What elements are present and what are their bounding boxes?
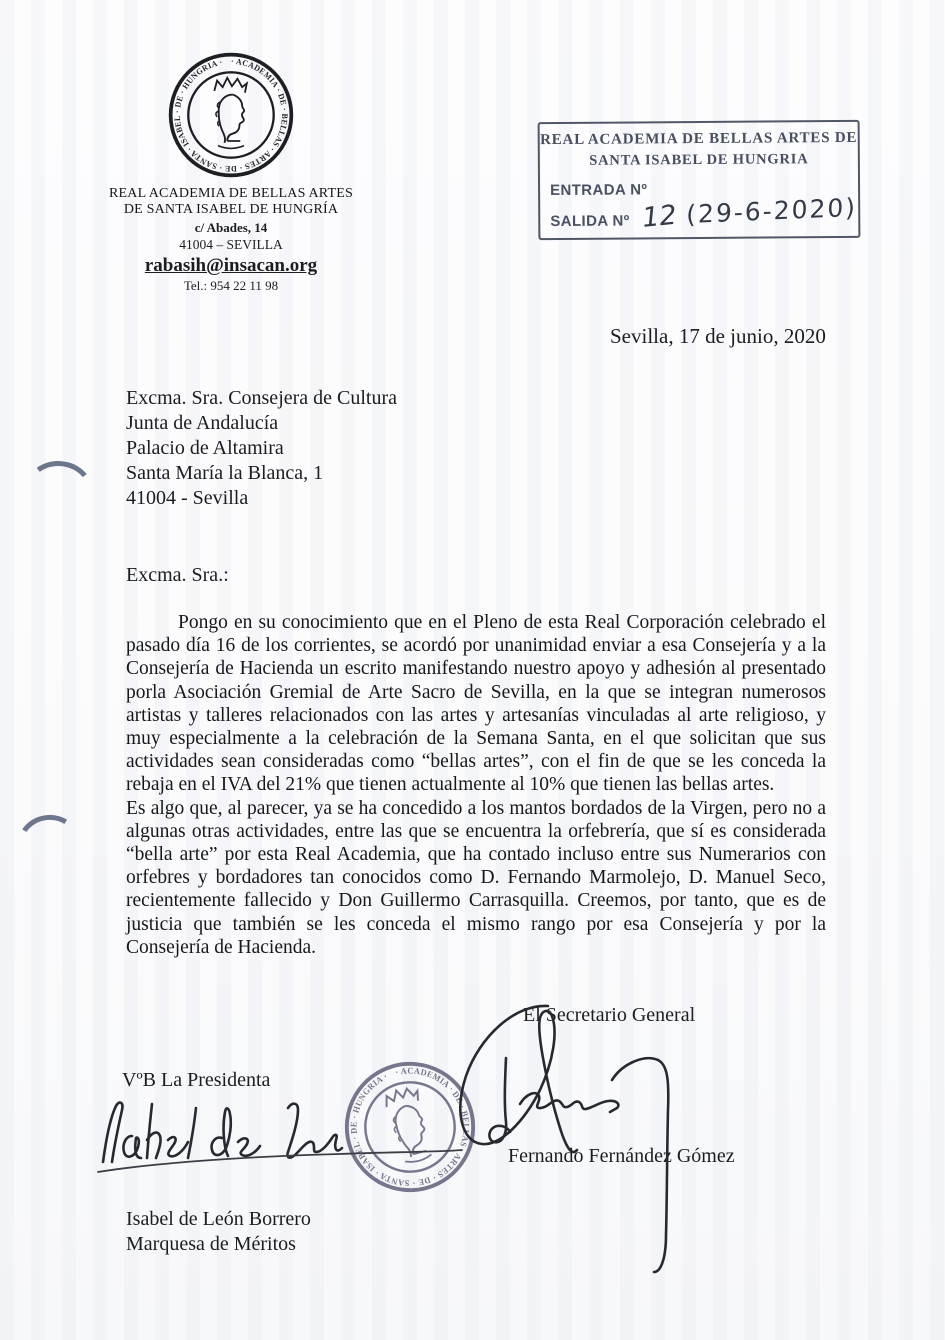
president-signature-stroke xyxy=(103,1103,122,1162)
letterhead xyxy=(95,50,367,294)
recipient-line: Santa María la Blanca, 1 xyxy=(126,462,324,484)
recipient-line: Excma. Sra. Consejera de Cultura xyxy=(126,387,398,409)
letterhead-city: 41004 – SEVILLA xyxy=(179,237,283,252)
stamp-org-line1: REAL ACADEMIA DE BELLAS ARTES DE xyxy=(540,129,858,149)
recipient-block xyxy=(126,386,397,511)
body-paragraph-1: Pongo en su conocimiento que en el Pleno de esta Real Corporación celebrado el pasado día 16 de los corrientes, se acordó por unanimidad enviar a esa Consejería y a la Consejería de Hacienda un escrito manifestando nuestro apoyo y adhesión al presentado porla Asociación Gremial de Arte Sacro de Sevilla, en la que se integran numerosos artistas y talleres relacionados con las artes y artesanías vinculadas al arte religioso, y muy especialmente a la celebración de la Semana Santa, en el que solicitan que sus actividades sean consideradas como “bellas artes”, con el fin de que se les conceda la rebaja en el IVA del 21% que tienen actualmente al 10% que tienen las bellas artes. xyxy=(126,612,826,796)
scan-hole-punch-arc xyxy=(20,457,97,529)
recipient-line: 41004 - Sevilla xyxy=(126,487,249,509)
academy-ink-seal-stamp-icon xyxy=(327,1044,494,1211)
letterhead-org-line1: REAL ACADEMIA DE BELLAS ARTES xyxy=(108,186,353,201)
seal-hair-outline xyxy=(219,95,233,143)
dateline: Sevilla, 17 de junio, 2020 xyxy=(610,324,826,348)
salutation: Excma. Sra.: xyxy=(126,564,229,586)
letterhead-email: rabasih@insacan.org xyxy=(144,255,318,276)
president-name-title: Marquesa de Méritos xyxy=(126,1233,296,1255)
svg-text:· ACADEMIA · DE · BELLAS · ART xyxy=(335,1052,486,1203)
letterhead-street: c/ Abades, 14 xyxy=(194,220,268,235)
stamp-salida-number-handwritten: 12 xyxy=(640,199,678,234)
seal-ring-text: · ACADEMIA · DE · BELLAS · ARTES · DE · SANTA · ISABEL · DE · HUNGRIA · xyxy=(172,56,290,174)
stamp-org-line2: SANTA ISABEL DE HUNGRIA xyxy=(589,151,809,169)
seal-ring-text: · ACADEMIA · DE · BELLAS · ARTES · DE · SANTA · ISABEL · DE · HUNGRIA · xyxy=(348,1065,472,1189)
letterhead-org-line2: DE SANTA ISABEL DE HUNGRÍA xyxy=(123,202,339,217)
recipient-line: Junta de Andalucía xyxy=(126,412,279,434)
academy-seal-icon xyxy=(166,50,296,180)
recipient-line: Palacio de Altamira xyxy=(126,437,284,459)
stamp-salida-date-handwritten: (29-6-2020) xyxy=(685,192,858,230)
secretary-title: El Secretario General xyxy=(523,1004,696,1026)
seal-face-profile xyxy=(227,95,244,141)
stamp-salida-label: SALIDA Nº xyxy=(550,212,630,231)
letterhead-phone: Tel.: 954 22 11 98 xyxy=(183,278,279,293)
seal-crown xyxy=(214,78,247,93)
president-name: Isabel de León Borrero xyxy=(126,1208,311,1230)
registry-stamp xyxy=(538,120,861,240)
stamp-entrada-label: ENTRADA Nº xyxy=(550,181,648,200)
president-name-block xyxy=(126,1207,311,1257)
svg-text:· ACADEMIA · DE · BELLAS · ART xyxy=(173,57,289,173)
body-paragraph-2: Es algo que, al parecer, ya se ha concedido a los mantos bordados de la Virgen, pero no a algunas otras actividades, entre las que se encuentra la orfebrería, que sí es considerada “bella arte” por esta Real Academia, que ha contado incluso entre sus Numerarios con orfebres y bordadores tan conocidos como D. Fernando Marmolejo, D. Manuel Seco, recientemente fallecido y Don Guillermo Carrasquilla. Creemos, por tanto, que es de justicia que también se les conceda el mismo rango por esa Consejería y por la Consejería de Hacienda. xyxy=(126,797,826,958)
scan-hole-punch-arc xyxy=(11,809,86,881)
secretary-name: Fernando Fernández Gómez xyxy=(508,1145,735,1167)
president-title: VºB La Presidenta xyxy=(122,1069,271,1091)
letter-body xyxy=(126,611,826,959)
